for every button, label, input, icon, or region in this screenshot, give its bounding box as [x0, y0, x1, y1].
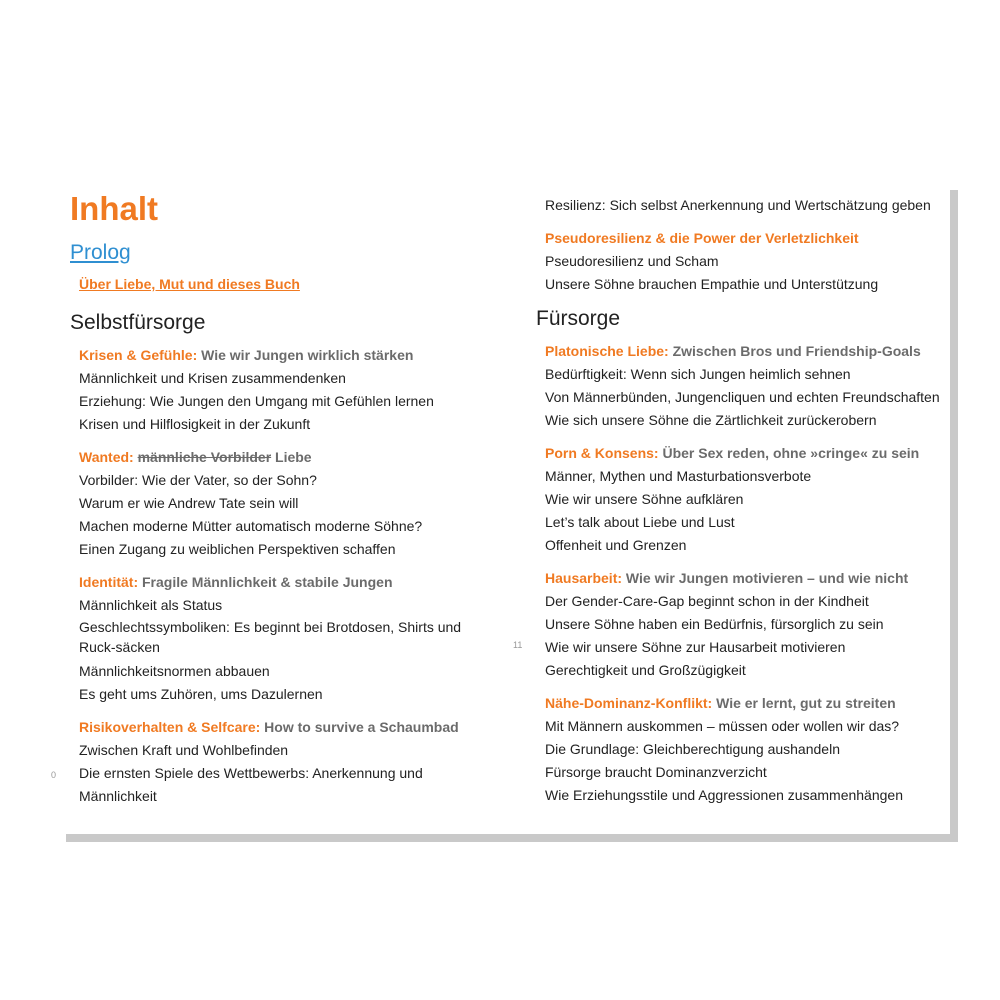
- list-item[interactable]: Die ernsten Spiele des Wettbewerbs: Anerkennung und Männlichkeit: [79, 765, 423, 804]
- chapter-keyword: Pseudoresilienz & die Power der Verletzlichkeit: [545, 230, 859, 246]
- chapter-heading[interactable]: [79, 344, 500, 367]
- list-item[interactable]: Mit Männern auskommen – müssen oder wollen wir das?: [545, 718, 900, 734]
- list-item[interactable]: Der Gender-Care-Gap beginnt schon in der Kindheit: [545, 593, 869, 609]
- list-item[interactable]: Erziehung: Wie Jungen den Umgang mit Gefühlen lernen: [79, 393, 434, 409]
- chapter-platonische-liebe: [545, 340, 956, 432]
- list-item[interactable]: Männer, Mythen und Masturbationsverbote: [545, 468, 812, 484]
- prolog-subtitle-link[interactable]: Über Liebe, Mut und dieses Buch: [79, 276, 300, 292]
- toc-title: Inhalt: [70, 190, 158, 227]
- chapter-heading[interactable]: [545, 340, 956, 363]
- prolog-link[interactable]: Prolog: [70, 241, 131, 264]
- chapter-subtitle: Fragile Männlichkeit & stabile Jungen: [138, 574, 393, 590]
- list-item[interactable]: Bedürftigkeit: Wenn sich Jungen heimlich sehnen: [545, 366, 851, 382]
- chapter-subtitle: Wie wir Jungen motivieren – und wie nicht: [622, 570, 909, 586]
- list-item[interactable]: Männlichkeit als Status: [79, 597, 223, 613]
- chapter-keyword: Nähe-Dominanz-Konflikt:: [545, 695, 713, 711]
- list-item[interactable]: Resilienz: Sich selbst Anerkennung und Wertschätzung geben: [545, 197, 931, 213]
- list-item[interactable]: Unsere Söhne haben ein Bedürfnis, fürsorglich zu sein: [545, 616, 884, 632]
- chapter-struck-text: männliche Vorbilder: [137, 449, 272, 465]
- chapter-heading[interactable]: [79, 446, 500, 469]
- chapter-heading[interactable]: [545, 442, 956, 465]
- list-item[interactable]: Unsere Söhne brauchen Empathie und Unterstützung: [545, 276, 879, 292]
- chapter-krisen-gefuehle: [79, 344, 500, 436]
- list-item[interactable]: Gerechtigkeit und Großzügigkeit: [545, 662, 746, 678]
- chapter-subtitle: Über Sex reden, ohne »cringe« zu sein: [658, 445, 920, 461]
- list-item[interactable]: Zwischen Kraft und Wohlbefinden: [79, 742, 289, 758]
- chapter-keyword: Wanted:: [79, 449, 134, 465]
- chapter-hausarbeit: [545, 567, 956, 682]
- page-number-right: 11: [513, 640, 523, 650]
- chapter-pseudoresilienz: [545, 227, 956, 296]
- list-item[interactable]: Wie wir unsere Söhne zur Hausarbeit motivieren: [545, 639, 846, 655]
- chapter-heading[interactable]: [545, 567, 956, 590]
- chapter-porn-konsens: [545, 442, 956, 557]
- chapter-subtitle: How to survive a Schaumbad: [260, 719, 459, 735]
- part-heading-fuersorge: Fürsorge: [536, 307, 621, 330]
- chapter-subtitle: Wie wir Jungen wirklich stärken: [197, 347, 414, 363]
- list-item[interactable]: Krisen und Hilflosigkeit in der Zukunft: [79, 416, 311, 432]
- chapter-naehe-dominanz: [545, 692, 956, 807]
- list-item[interactable]: Pseudoresilienz und Scham: [545, 253, 719, 269]
- chapter-keyword: Krisen & Gefühle:: [79, 347, 198, 363]
- chapter-heading[interactable]: [79, 716, 500, 739]
- chapter-continued: [545, 194, 956, 217]
- chapter-identitaet: [79, 571, 500, 706]
- list-item[interactable]: Warum er wie Andrew Tate sein will: [79, 495, 299, 511]
- chapter-keyword: Platonische Liebe:: [545, 343, 669, 359]
- left-page: [70, 190, 500, 818]
- part-heading-selbstfuersorge: Selbstfürsorge: [70, 311, 206, 334]
- list-item[interactable]: Fürsorge braucht Dominanzverzicht: [545, 764, 767, 780]
- right-page: [536, 194, 956, 817]
- chapter-risikoverhalten: [79, 716, 500, 808]
- list-item[interactable]: Machen moderne Mütter automatisch moderne Söhne?: [79, 518, 423, 534]
- list-item[interactable]: Wie wir unsere Söhne aufklären: [545, 491, 744, 507]
- list-item[interactable]: Es geht ums Zuhören, ums Dazulernen: [79, 686, 323, 702]
- list-item[interactable]: Einen Zugang zu weiblichen Perspektiven schaffen: [79, 541, 396, 557]
- chapter-keyword: Risikoverhalten & Selfcare:: [79, 719, 261, 735]
- list-item[interactable]: Geschlechtssymboliken: Es beginnt bei Brotdosen, Shirts und Ruck-säcken: [79, 619, 462, 655]
- chapter-wanted: [79, 446, 500, 561]
- list-item[interactable]: Offenheit und Grenzen: [545, 537, 687, 553]
- chapter-keyword: Identität:: [79, 574, 139, 590]
- list-item[interactable]: Wie sich unsere Söhne die Zärtlichkeit zurückerobern: [545, 412, 877, 428]
- chapter-heading[interactable]: [79, 571, 500, 594]
- list-item[interactable]: Wie Erziehungsstile und Aggressionen zusammenhängen: [545, 787, 903, 803]
- chapter-keyword: Porn & Konsens:: [545, 445, 659, 461]
- list-item[interactable]: Vorbilder: Wie der Vater, so der Sohn?: [79, 472, 317, 488]
- list-item[interactable]: Die Grundlage: Gleichberechtigung aushandeln: [545, 741, 840, 757]
- chapter-heading[interactable]: [545, 692, 956, 715]
- chapter-heading[interactable]: [545, 227, 956, 250]
- list-item[interactable]: Von Männerbünden, Jungencliquen und echten Freundschaften: [545, 389, 940, 405]
- chapter-subtitle: Liebe: [271, 449, 312, 465]
- list-item[interactable]: Männlichkeitsnormen abbauen: [79, 663, 270, 679]
- page-number-left: 0: [51, 770, 57, 780]
- chapter-subtitle: Zwischen Bros und Friendship-Goals: [668, 343, 921, 359]
- list-item[interactable]: Männlichkeit und Krisen zusammendenken: [79, 370, 346, 386]
- chapter-subtitle: Wie er lernt, gut zu streiten: [712, 695, 896, 711]
- chapter-keyword: Hausarbeit:: [545, 570, 623, 586]
- list-item[interactable]: Let’s talk about Liebe und Lust: [545, 514, 735, 530]
